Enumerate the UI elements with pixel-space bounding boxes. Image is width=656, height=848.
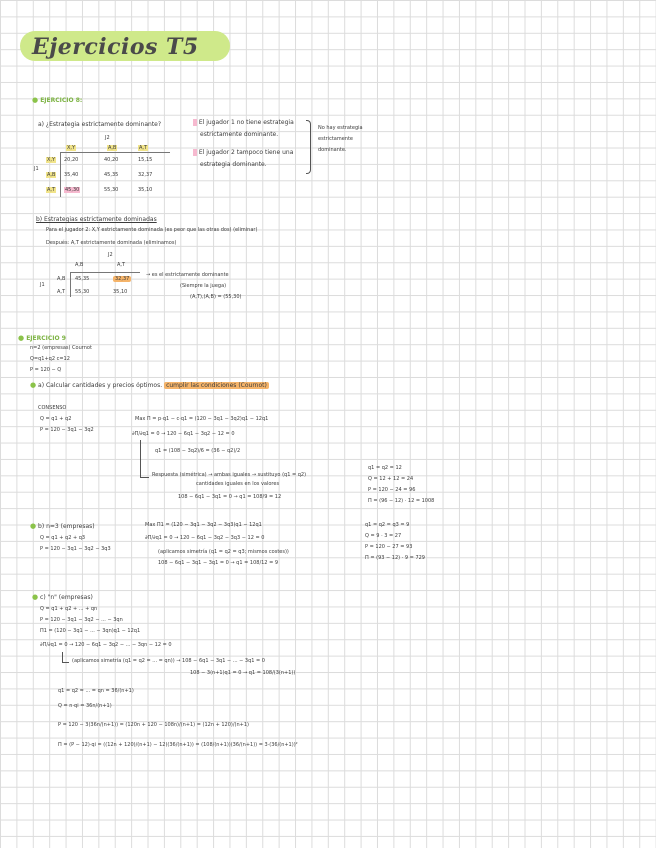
matrix-cell: 35,40 xyxy=(64,172,79,178)
bullet-icon: ● xyxy=(18,334,25,342)
ej9-a-c3: P = 120 − 3q1 − 3q2 xyxy=(40,427,94,433)
ej9-b-r2: Q = 9 · 3 = 27 xyxy=(365,533,402,539)
ej9-c-1: Q = q1 + q2 + ... + qn xyxy=(40,606,98,612)
reduced-cell: 32,37 xyxy=(115,276,130,282)
ej9-c-f1: q1 = q2 = ... = qn = 36/(n+1) xyxy=(58,688,134,694)
ej9-a-r2: Q = 12 + 12 = 24 xyxy=(368,476,414,482)
ej8-result-3: (A,T),(A,B) = (55,30) xyxy=(190,294,242,300)
matrix-cell: 20,20 xyxy=(64,157,79,163)
matrix-divider xyxy=(60,152,61,197)
ej9-heading-text: EJERCICIO 9 xyxy=(26,335,66,342)
ej8-note2-b: estrategia dominante. xyxy=(200,161,267,168)
ej8-note1-b: estrictamente dominante. xyxy=(200,131,279,138)
ej8-result-2: (Siempre la juega) xyxy=(180,283,227,289)
ej9-c-f3: P = 120 − 3(36n/(n+1)) = (120n + 120 − 108n)/(n+1) = (12n + 120)/(n+1) xyxy=(58,722,249,728)
reduced-divider xyxy=(70,272,71,297)
ej9-b-2: P = 120 − 3q1 − 3q2 − 3q3 xyxy=(40,546,111,552)
ej9-heading xyxy=(18,334,66,342)
reduced-divider xyxy=(70,272,140,273)
ej8-note1 xyxy=(193,119,294,126)
ej9-b-5: (aplicamos simetría (q1 = q2 = q3; mismos costes)) xyxy=(158,549,289,555)
reduced-col-header: A,T xyxy=(117,262,126,268)
matrix-divider xyxy=(60,152,170,153)
ej8-note1-a: El jugador 1 no tiene estrategia xyxy=(198,119,294,126)
reduced-cell: 35,10 xyxy=(113,289,128,295)
ej9-a-m3: q1 = (108 − 3q2)/6 = (36 − q2)/2 xyxy=(155,448,241,454)
arrow-icon xyxy=(62,652,69,663)
ej8-note2 xyxy=(193,149,293,156)
ej9-a-m1: Max Π = p·q1 − c·q1 = (120 − 3q1 − 3q2)q1 − 12q1 xyxy=(135,416,269,422)
reduced-player1-label: J1 xyxy=(40,282,45,288)
ej9-qb-text: b) n=3 (empresas) xyxy=(38,523,95,530)
reduced-player2-label: J2 xyxy=(108,252,113,258)
page-title: Ejercicios T5 xyxy=(32,34,199,60)
ej9-a-m6: 108 − 6q1 − 3q1 = 0 → q1 = 108/9 = 12 xyxy=(178,494,282,500)
ej8-b-line1: Para el jugador 2: X,Y estrictamente dominada (es peor que las otras dos) (eliminar) xyxy=(46,227,258,233)
ej9-c-5: (aplicamos simetría (q1 = q2 = ... = qn)) → 108 − 6q1 − 3q1 − ... − 3q1 = 0 xyxy=(72,658,265,664)
ej9-qa-text: a) Calcular cantidades y precios óptimos. xyxy=(38,382,163,389)
matrix-cell: 55,30 xyxy=(104,187,119,193)
matrix-cell: 40,20 xyxy=(104,157,119,163)
matrix-player1-label: J1 xyxy=(34,166,39,172)
ej9-a-m4: Respuesta (simétrica) → ambas iguales → sustituyo (q1 = q2) xyxy=(152,472,307,478)
ej9-b-r3: P = 120 − 27 = 93 xyxy=(365,544,413,550)
matrix-col-header: X,Y xyxy=(67,145,76,151)
ej9-line1: n=2 (empresas) Cournot xyxy=(30,345,92,351)
ej8-heading xyxy=(32,96,82,104)
matrix-player2-label: J2 xyxy=(105,135,110,141)
bullet-icon: ● xyxy=(30,522,37,530)
matrix-cell: 45,35 xyxy=(104,172,119,178)
ej9-line2: Q=q1+q2 c=12 xyxy=(30,356,70,362)
ej9-a-r1: q1 = q2 = 12 xyxy=(368,465,402,471)
matrix-col-header: A,T xyxy=(139,145,148,151)
ej9-question-c xyxy=(32,593,93,601)
ej9-qc-text: c) "n" (empresas) xyxy=(40,594,93,601)
ej8-brace-note-c: dominante. xyxy=(318,147,347,153)
ej8-brace-note-a: No hay estrategia xyxy=(318,125,363,131)
ej9-c-4: ∂Π/∂q1 = 0 → 120 − 6q1 − 3q2 − ... − 3qn − 12 = 0 xyxy=(40,642,172,648)
matrix-row-label: X,Y xyxy=(47,157,56,163)
ej9-question-a xyxy=(30,381,269,389)
ej8-result-1: → es el estrictamente dominante xyxy=(146,272,229,278)
pink-dot-icon xyxy=(193,149,197,156)
arrow-icon xyxy=(140,440,149,478)
ej9-a-c2: Q = q1 + q2 xyxy=(40,416,72,422)
ej9-line3: P = 120 − Q xyxy=(30,367,62,373)
ej9-a-m2: ∂Π/∂q1 = 0 → 120 − 6q1 − 3q2 − 12 = 0 xyxy=(132,431,235,437)
ej9-b-1: Q = q1 + q2 + q3 xyxy=(40,535,86,541)
ej9-a-m5: cantidades iguales en los valores xyxy=(196,481,280,487)
ej8-question-a: a) ¿Estrategia estrictamente dominante? xyxy=(38,121,162,128)
ej8-question-b: b) Estrategias estrictamente dominadas xyxy=(36,216,157,223)
matrix-row-label: A,T xyxy=(47,187,56,193)
ej9-c-6: 108 − 3(n+1)q1 = 0 → q1 = 108/(3(n+1)) xyxy=(190,670,296,676)
reduced-row-label: A,B xyxy=(57,276,66,282)
matrix-cell: 32,37 xyxy=(138,172,153,178)
ej9-b-4: ∂Π/∂q1 = 0 → 120 − 6q1 − 3q2 − 3q3 − 12 = 0 xyxy=(145,535,265,541)
bullet-icon: ● xyxy=(30,381,37,389)
reduced-row-label: A,T xyxy=(57,289,66,295)
ej9-c-f2: Q = n·qi = 36n/(n+1) xyxy=(58,703,112,709)
reduced-col-header: A,B xyxy=(75,262,84,268)
ej9-a-r4: Π = (96 − 12) · 12 = 1008 xyxy=(368,498,435,504)
pink-dot-icon xyxy=(193,119,197,126)
ej9-qa-highlight: cumplir las condiciones (Cournot) xyxy=(166,382,267,389)
matrix-cell: 45,30 xyxy=(65,187,80,193)
ej9-b-6: 108 − 6q1 − 3q1 − 3q1 = 0 → q1 = 108/12 = 9 xyxy=(158,560,279,566)
matrix-row-label: A,B xyxy=(47,172,56,178)
ej9-a-r3: P = 120 − 24 = 96 xyxy=(368,487,416,493)
curly-brace-icon xyxy=(306,120,311,174)
matrix-col-header: A,B xyxy=(108,145,117,151)
ej9-b-r4: Π = (93 − 12) · 9 = 729 xyxy=(365,555,425,561)
ej9-question-b xyxy=(30,522,95,530)
matrix-cell: 35,10 xyxy=(138,187,153,193)
matrix-cell: 15,15 xyxy=(138,157,153,163)
ej9-b-3: Max Π1 = (120 − 3q1 − 3q2 − 3q3)q1 − 12q1 xyxy=(145,522,262,528)
bullet-icon: ● xyxy=(32,96,39,104)
reduced-cell: 45,35 xyxy=(75,276,90,282)
ej8-b-line2: Después: A,T estrictamente dominada (eliminamos) xyxy=(46,240,177,246)
ej9-c-3: Π1 = (120 − 3q1 − ... − 3qn)q1 − 12q1 xyxy=(40,628,141,634)
ej9-c-2: P = 120 − 3q1 − 3q2 − ... − 3qn xyxy=(40,617,123,623)
ej9-a-c1: CONSENSO xyxy=(38,405,67,411)
ej9-c-f4: Π = (P − 12)·qi = ((12n + 120)/(n+1) − 12)(36/(n+1)) = (108/(n+1))(36/(n+1)) = 3·(36/(n+1))² xyxy=(58,742,298,748)
ej9-b-r1: q1 = q2 = q3 = 9 xyxy=(365,522,410,528)
ej8-brace-note-b: estrictamente xyxy=(318,136,354,142)
ej8-heading-text: EJERCICIO 8: xyxy=(40,97,83,104)
reduced-cell: 55,30 xyxy=(75,289,90,295)
ej8-note2-a: El jugador 2 tampoco tiene una xyxy=(198,149,294,156)
bullet-icon: ● xyxy=(32,593,39,601)
